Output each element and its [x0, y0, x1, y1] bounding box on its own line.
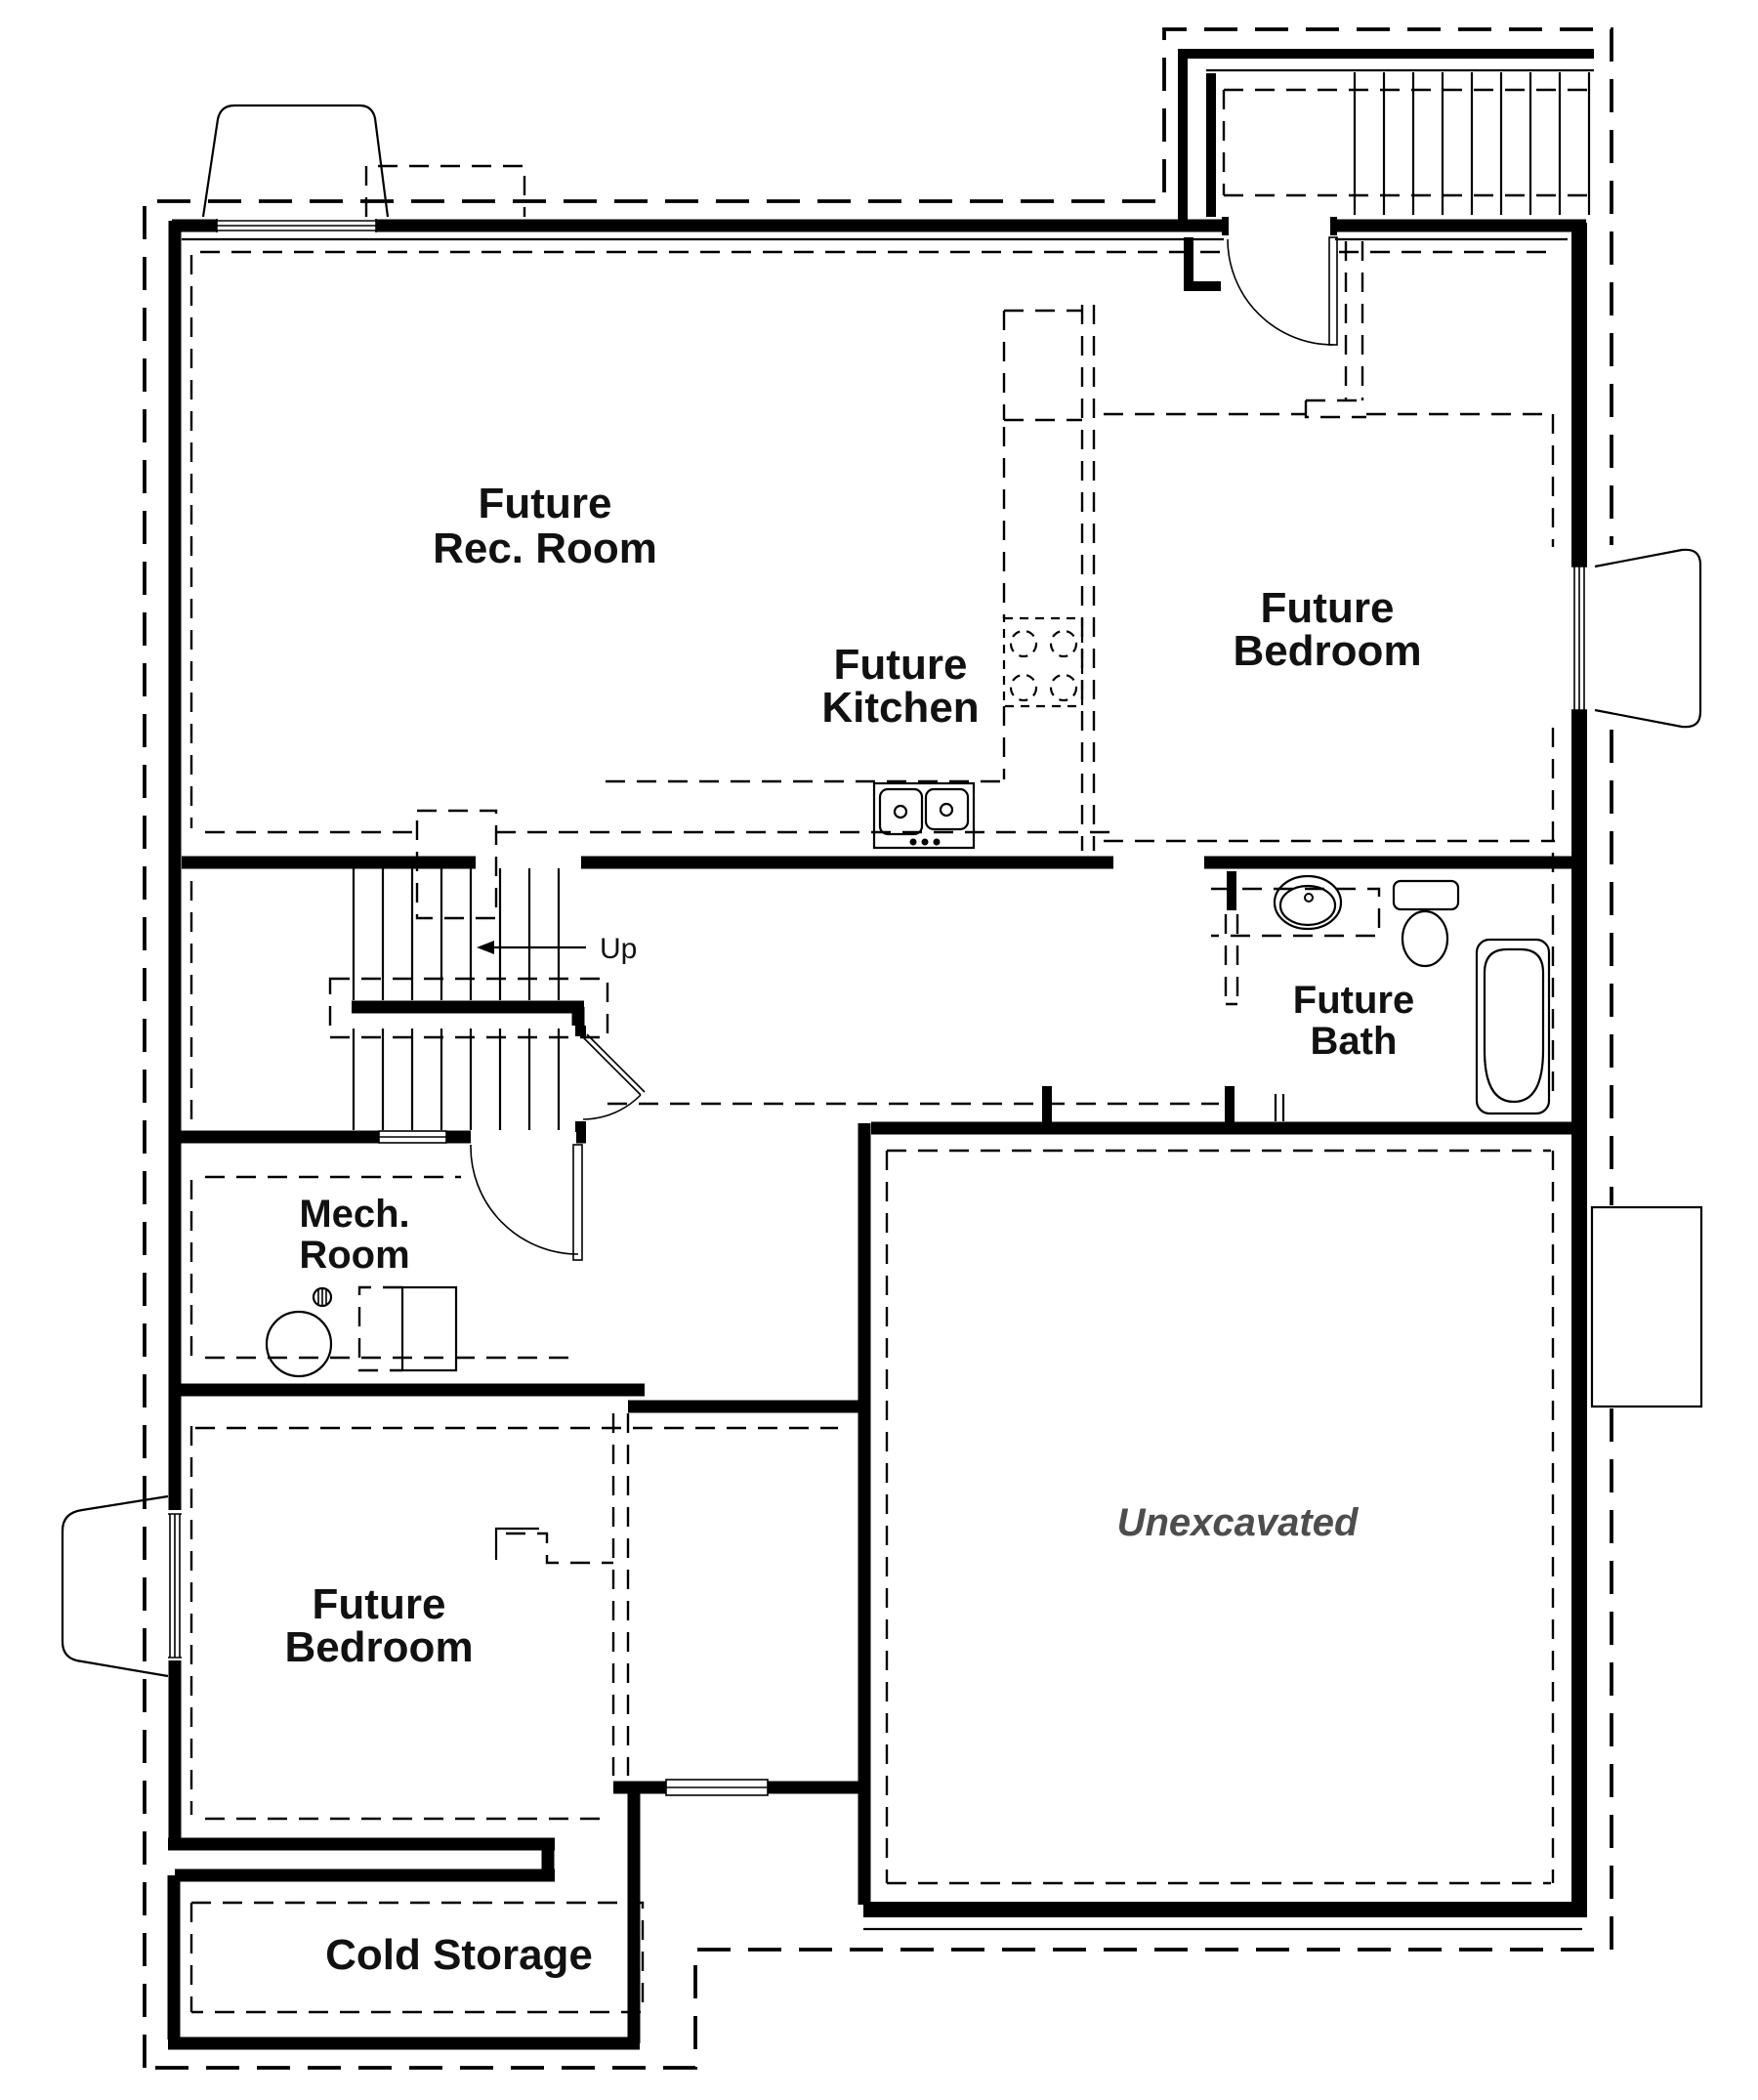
right-window [1571, 550, 1700, 727]
mech-door-swing [471, 1145, 578, 1254]
bedroom-upper-label-line2: Bedroom [1233, 627, 1422, 675]
mech-door-leaf [573, 1145, 582, 1260]
stair-hall-door [575, 1026, 645, 1132]
bath-label-line1: Future [1292, 979, 1415, 1022]
right-areaway [1592, 1207, 1701, 1407]
range-icon [1004, 618, 1082, 706]
toilet-icon [1394, 881, 1458, 966]
entry-door [1222, 217, 1337, 345]
vanity-sink-icon [1275, 876, 1341, 929]
entry-wall-stub [1189, 237, 1221, 291]
bedroom-lower-label-line2: Bedroom [284, 1623, 474, 1671]
kitchen-sink-icon [874, 783, 974, 848]
top-window [203, 105, 388, 232]
water-heater-icon [267, 1312, 331, 1376]
mech-south-wall [179, 1390, 865, 1407]
left-window-well [63, 1496, 168, 1676]
bedroom-upper-label-line1: Future [1260, 584, 1395, 632]
stair-center-wall [352, 1007, 584, 1026]
stair-hall-door-leaf [583, 1034, 645, 1095]
exterior-stairs [1355, 72, 1589, 215]
unexcavated-label: Unexcavated [1116, 1501, 1359, 1544]
labels [284, 480, 1421, 1979]
left-window [63, 1496, 182, 1676]
entry-door-swing [1228, 239, 1333, 345]
entry-door-leaf [1329, 237, 1337, 345]
kitchen-label-line1: Future [833, 641, 968, 689]
mech-room-label-line1: Mech. [299, 1193, 410, 1236]
mech-room-door [471, 1145, 582, 1260]
mech-fixtures [267, 1287, 456, 1376]
rec-room-label-line2: Rec. Room [433, 525, 657, 572]
bathtub-icon [1477, 940, 1549, 1113]
cold-storage-label: Cold Storage [325, 1931, 593, 1979]
bath-label-line2: Bath [1310, 1020, 1398, 1063]
wall-tick [1276, 1094, 1283, 1121]
windows [63, 105, 1701, 1676]
stair-hall-door-swing [583, 1095, 641, 1119]
stairs-up-label: Up [600, 933, 638, 965]
up-arrow-head [477, 941, 494, 954]
cased-opening-hall [379, 1131, 446, 1143]
main-stairs [354, 868, 586, 1130]
floor-drain-icon [314, 1288, 331, 1306]
right-window-well [1595, 550, 1700, 727]
bedroom-lower-label-line1: Future [312, 1580, 446, 1628]
mech-room-label-line2: Room [299, 1234, 410, 1277]
rec-room-label-line1: Future [478, 480, 612, 527]
cased-opening-passage [666, 1780, 768, 1795]
kitchen-label-line2: Kitchen [821, 684, 980, 732]
